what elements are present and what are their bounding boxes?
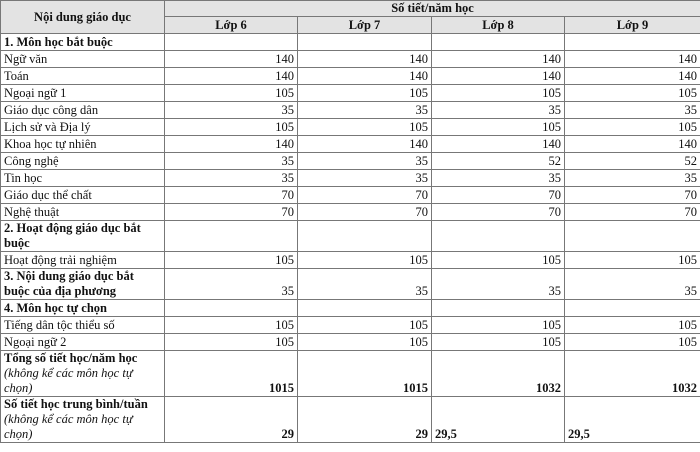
hours-cell: 70 <box>298 204 432 221</box>
hours-cell: 105 <box>432 119 565 136</box>
hours-cell: 105 <box>565 85 700 102</box>
hours-cell: 52 <box>432 153 565 170</box>
hours-cell: 52 <box>565 153 700 170</box>
hours-cell: 70 <box>165 187 298 204</box>
hours-cell: 105 <box>165 85 298 102</box>
hours-cell: 35 <box>432 102 565 119</box>
hours-cell: 105 <box>565 334 700 351</box>
section-row <box>1 269 700 300</box>
hours-cell: 105 <box>298 85 432 102</box>
hours-cell: 70 <box>165 204 298 221</box>
hours-cell: 105 <box>165 252 298 269</box>
table-row <box>1 334 700 351</box>
table-row <box>1 136 700 153</box>
hours-cell: 35 <box>298 102 432 119</box>
subject-name: Toán <box>1 68 165 85</box>
table-row <box>1 51 700 68</box>
section-row <box>1 300 700 317</box>
grade-header: Lớp 7 <box>298 17 432 34</box>
total-row <box>1 351 700 397</box>
subject-name: Tin học <box>1 170 165 187</box>
table-row <box>1 252 700 269</box>
total-cell: 1032 <box>565 351 700 397</box>
subject-name: Nghệ thuật <box>1 204 165 221</box>
subject-name: Lịch sử và Địa lý <box>1 119 165 136</box>
hours-cell: 140 <box>165 136 298 153</box>
hours-cell: 70 <box>565 204 700 221</box>
section-title: 2. Hoạt động giáo dục bắt buộc <box>1 221 165 252</box>
header-row-top <box>1 1 700 17</box>
hours-cell: 35 <box>565 170 700 187</box>
hours-cell: 105 <box>565 252 700 269</box>
hours-cell: 35 <box>565 269 700 300</box>
table-row <box>1 153 700 170</box>
hours-cell: 140 <box>565 68 700 85</box>
section-title: 1. Môn học bắt buộc <box>1 34 165 51</box>
subject-name: Hoạt động trải nghiệm <box>1 252 165 269</box>
hours-cell: 35 <box>165 170 298 187</box>
total-note: (không kể các môn học tự chọn) <box>4 366 133 395</box>
section-row <box>1 221 700 252</box>
grade-header: Lớp 6 <box>165 17 298 34</box>
hours-cell: 35 <box>165 269 298 300</box>
hours-cell: 105 <box>432 317 565 334</box>
subject-name: Ngữ văn <box>1 51 165 68</box>
hours-cell: 105 <box>298 317 432 334</box>
hours-cell: 140 <box>432 68 565 85</box>
average-cell: 29 <box>298 397 432 443</box>
hours-cell: 140 <box>432 136 565 153</box>
average-title: Số tiết học trung bình/tuần <box>4 397 148 411</box>
section-row <box>1 34 700 51</box>
hours-cell: 35 <box>298 153 432 170</box>
hours-cell: 35 <box>165 153 298 170</box>
hours-cell: 105 <box>432 85 565 102</box>
hours-cell: 70 <box>432 204 565 221</box>
table-row <box>1 317 700 334</box>
hours-cell: 35 <box>298 170 432 187</box>
grade-header: Lớp 8 <box>432 17 565 34</box>
subject-column-header: Nội dung giáo dục <box>1 1 165 34</box>
hours-cell: 140 <box>298 68 432 85</box>
hours-cell: 35 <box>432 269 565 300</box>
average-cell: 29 <box>165 397 298 443</box>
subject-name: Ngoại ngữ 2 <box>1 334 165 351</box>
hours-cell: 105 <box>298 334 432 351</box>
grade-header: Lớp 9 <box>565 17 700 34</box>
hours-cell: 35 <box>298 269 432 300</box>
section-title: 3. Nội dung giáo dục bắt buộc của địa phương <box>1 269 165 300</box>
subject-name: Giáo dục công dân <box>1 102 165 119</box>
hours-cell: 105 <box>298 119 432 136</box>
hours-group-header: Số tiết/năm học <box>165 1 700 17</box>
hours-cell: 35 <box>565 102 700 119</box>
hours-cell: 105 <box>432 334 565 351</box>
subject-name: Giáo dục thể chất <box>1 187 165 204</box>
table-row <box>1 102 700 119</box>
average-cell: 29,5 <box>432 397 565 443</box>
hours-cell: 105 <box>298 252 432 269</box>
table-row <box>1 68 700 85</box>
subject-name: Công nghệ <box>1 153 165 170</box>
average-label <box>1 397 165 443</box>
hours-cell: 140 <box>298 51 432 68</box>
hours-cell: 105 <box>432 252 565 269</box>
total-cell: 1015 <box>165 351 298 397</box>
table-row <box>1 119 700 136</box>
hours-cell: 70 <box>432 187 565 204</box>
average-row <box>1 397 700 443</box>
total-cell: 1015 <box>298 351 432 397</box>
subject-name: Tiếng dân tộc thiểu số <box>1 317 165 334</box>
table-row <box>1 170 700 187</box>
hours-cell: 140 <box>165 68 298 85</box>
hours-cell: 105 <box>565 317 700 334</box>
hours-cell: 140 <box>298 136 432 153</box>
subject-name: Khoa học tự nhiên <box>1 136 165 153</box>
hours-cell: 70 <box>298 187 432 204</box>
hours-cell: 140 <box>565 51 700 68</box>
hours-cell: 105 <box>165 119 298 136</box>
hours-cell: 140 <box>165 51 298 68</box>
hours-cell: 35 <box>432 170 565 187</box>
hours-cell: 140 <box>432 51 565 68</box>
hours-cell: 105 <box>165 317 298 334</box>
hours-cell: 70 <box>565 187 700 204</box>
average-cell: 29,5 <box>565 397 700 443</box>
table-row <box>1 204 700 221</box>
hours-cell: 35 <box>165 102 298 119</box>
total-cell: 1032 <box>432 351 565 397</box>
total-label <box>1 351 165 397</box>
hours-cell: 105 <box>165 334 298 351</box>
hours-cell: 140 <box>565 136 700 153</box>
section-title: 4. Môn học tự chọn <box>1 300 165 317</box>
table-row <box>1 187 700 204</box>
table-row <box>1 85 700 102</box>
average-note: (không kể các môn học tự chọn) <box>4 412 133 441</box>
total-title: Tổng số tiết học/năm học <box>4 351 138 365</box>
subject-name: Ngoại ngữ 1 <box>1 85 165 102</box>
hours-cell: 105 <box>565 119 700 136</box>
